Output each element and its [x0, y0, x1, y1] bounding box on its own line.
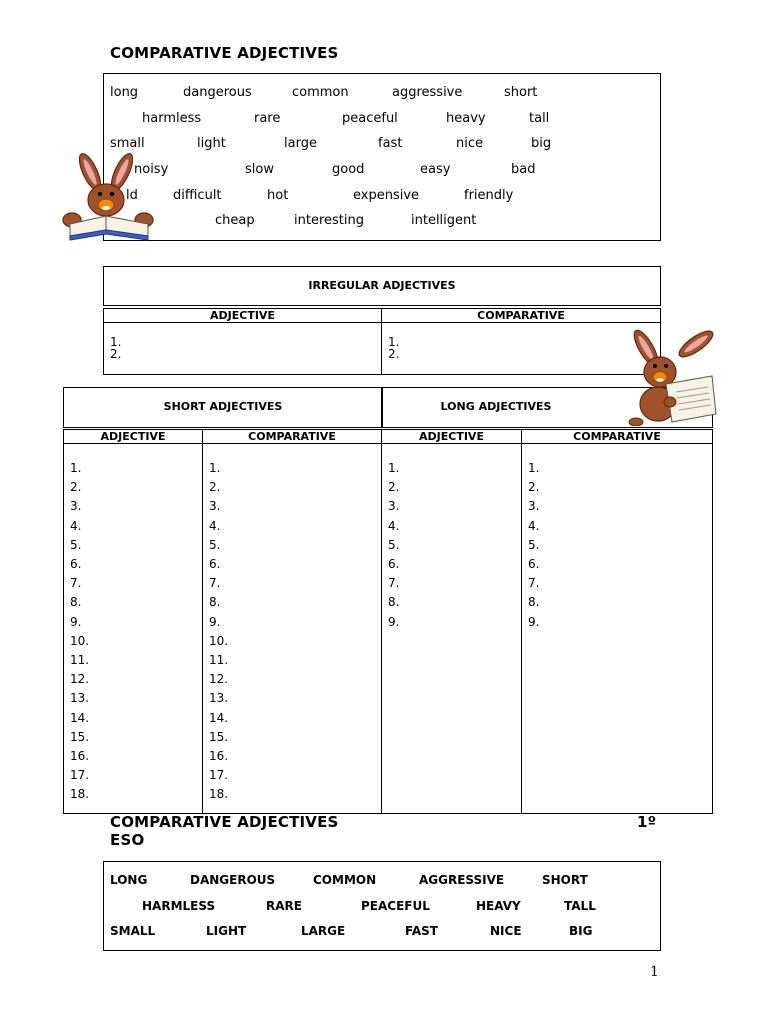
list-item: 11. — [70, 653, 90, 667]
word: BIG — [569, 924, 593, 938]
list-item: 2. — [209, 480, 221, 495]
word: common — [292, 85, 349, 100]
column-header: ADJECTIVE — [419, 430, 484, 443]
list-item: 9. — [388, 614, 400, 629]
column-header: COMPARATIVE — [573, 430, 661, 443]
table-header-cell — [381, 308, 661, 323]
column-header: COMPARATIVE — [477, 309, 565, 322]
word: expensive — [353, 188, 420, 203]
adjective-word-box — [103, 73, 661, 241]
list-item: 14. — [70, 710, 90, 725]
list-item: 17. — [209, 768, 229, 783]
list-item: 2. — [528, 480, 540, 495]
word: dangerous — [183, 85, 252, 100]
answer-cell[interactable] — [381, 322, 661, 375]
word: AGGRESSIVE — [419, 873, 505, 887]
word: COMMON — [313, 873, 377, 887]
list-item: 6. — [528, 557, 540, 571]
table-header-cell — [202, 429, 382, 444]
list-item: 15. — [70, 729, 90, 744]
page-number: 1 — [650, 964, 659, 980]
word: HARMLESS — [142, 899, 216, 913]
word: DANGEROUS — [190, 873, 276, 887]
short-adjectives-title-box — [63, 387, 383, 428]
table-header-cell — [103, 308, 382, 323]
word: hot — [267, 188, 289, 203]
irregular-title-box — [103, 266, 661, 306]
list-item: 5. — [70, 537, 82, 552]
list-item: 8. — [388, 595, 400, 610]
word: noisy — [134, 162, 169, 177]
word: heavy — [446, 111, 486, 126]
word: cheap — [215, 213, 255, 228]
word: NICE — [490, 924, 522, 938]
list-item: 3. — [388, 499, 400, 514]
list-item: 5. — [388, 537, 400, 552]
word: big — [531, 136, 552, 151]
word: PEACEFUL — [361, 899, 430, 913]
list-item: 12. — [209, 672, 229, 687]
list-item: 3. — [209, 499, 221, 514]
list-item: 8. — [528, 595, 540, 610]
column-header: COMPARATIVE — [248, 430, 336, 443]
word: good — [332, 162, 365, 177]
word: SMALL — [110, 924, 156, 938]
rabbit-holding-scroll-icon — [624, 326, 720, 426]
word: interesting — [294, 213, 364, 228]
list-item: 18. — [70, 787, 90, 802]
list-item: 1. — [388, 461, 400, 475]
list-item: 6. — [70, 557, 82, 571]
list-item: 9. — [209, 614, 221, 629]
list-item: 8. — [209, 595, 221, 610]
list-item: 4. — [209, 518, 221, 533]
list-item: 1. — [528, 461, 540, 475]
list-item: 2. — [110, 347, 122, 361]
long-adjective-column[interactable] — [381, 443, 522, 814]
table-header-cell — [63, 429, 203, 444]
list-item: 4. — [70, 518, 82, 533]
page-title-repeat: COMPARATIVE ADJECTIVES — [110, 813, 339, 831]
list-item: 9. — [70, 614, 82, 629]
list-item: 6. — [209, 557, 221, 571]
adjective-word-box-caps — [103, 861, 661, 951]
word: peaceful — [342, 111, 398, 126]
word: nice — [456, 136, 483, 151]
list-item: 16. — [209, 749, 229, 763]
short-comparative-column[interactable] — [202, 443, 382, 814]
word: SHORT — [542, 873, 588, 887]
word: HEAVY — [476, 899, 521, 913]
word: easy — [420, 162, 451, 177]
list-item: 16. — [70, 749, 90, 763]
list-item: 1. — [209, 461, 221, 475]
word: friendly — [464, 188, 514, 203]
table-header-cell — [521, 429, 713, 444]
list-item: 8. — [70, 595, 82, 610]
word: slow — [245, 162, 274, 177]
short-adjective-column[interactable] — [63, 443, 203, 814]
answer-cell[interactable] — [103, 322, 382, 375]
list-item: 13. — [70, 691, 90, 706]
list-item: 15. — [209, 729, 229, 744]
list-item: 5. — [209, 537, 221, 552]
word: bad — [511, 162, 536, 177]
word: fast — [378, 136, 403, 151]
word: light — [197, 136, 226, 151]
list-item: 17. — [70, 768, 90, 783]
list-item: 11. — [209, 653, 229, 667]
list-item: 4. — [388, 518, 400, 533]
list-item: 2. — [388, 480, 400, 495]
rabbit-reading-book-icon — [60, 150, 158, 242]
word: intelligent — [411, 213, 477, 228]
list-item: 2. — [388, 347, 400, 361]
list-item: 6. — [388, 557, 400, 571]
word: LIGHT — [206, 924, 247, 938]
list-item: 7. — [70, 576, 82, 591]
list-item: 18. — [209, 787, 229, 802]
word: ld — [126, 188, 138, 203]
list-item: 12. — [70, 672, 90, 687]
section-title: IRREGULAR ADJECTIVES — [308, 279, 456, 292]
word: small — [110, 136, 145, 151]
list-item: 7. — [388, 576, 400, 591]
list-item: 10. — [70, 633, 90, 648]
word: large — [284, 136, 317, 151]
column-header: ADJECTIVE — [210, 309, 275, 322]
list-item: 4. — [528, 518, 540, 533]
word: rare — [254, 111, 281, 126]
list-item: 2. — [70, 480, 82, 495]
word: LONG — [110, 873, 148, 887]
word: RARE — [266, 899, 302, 913]
long-comparative-column[interactable] — [521, 443, 713, 814]
word: aggressive — [392, 85, 463, 100]
word: difficult — [173, 188, 222, 203]
section-title: SHORT ADJECTIVES — [163, 400, 283, 413]
word: tall — [529, 111, 550, 126]
list-item: 14. — [209, 710, 229, 725]
list-item: 7. — [209, 576, 221, 591]
list-item: 7. — [528, 576, 540, 591]
list-item: 5. — [528, 537, 540, 552]
word: harmless — [142, 111, 202, 126]
word: short — [504, 85, 538, 100]
grade-number: 1º — [637, 813, 657, 831]
list-item: 1. — [70, 461, 82, 475]
list-item: 3. — [528, 499, 540, 514]
page-title: COMPARATIVE ADJECTIVES — [110, 44, 339, 62]
section-title: LONG ADJECTIVES — [440, 400, 552, 413]
word: TALL — [564, 899, 596, 913]
column-header: ADJECTIVE — [100, 430, 166, 443]
list-item: 1. — [110, 335, 122, 349]
word: LARGE — [301, 924, 346, 938]
word: FAST — [405, 924, 438, 938]
word: long — [110, 85, 139, 100]
list-item: 13. — [209, 691, 229, 706]
list-item: 10. — [209, 633, 229, 648]
list-item: 3. — [70, 499, 82, 514]
list-item: 1. — [388, 335, 400, 349]
grade-suffix: ESO — [110, 831, 145, 849]
list-item: 9. — [528, 614, 540, 629]
table-header-cell — [381, 429, 522, 444]
